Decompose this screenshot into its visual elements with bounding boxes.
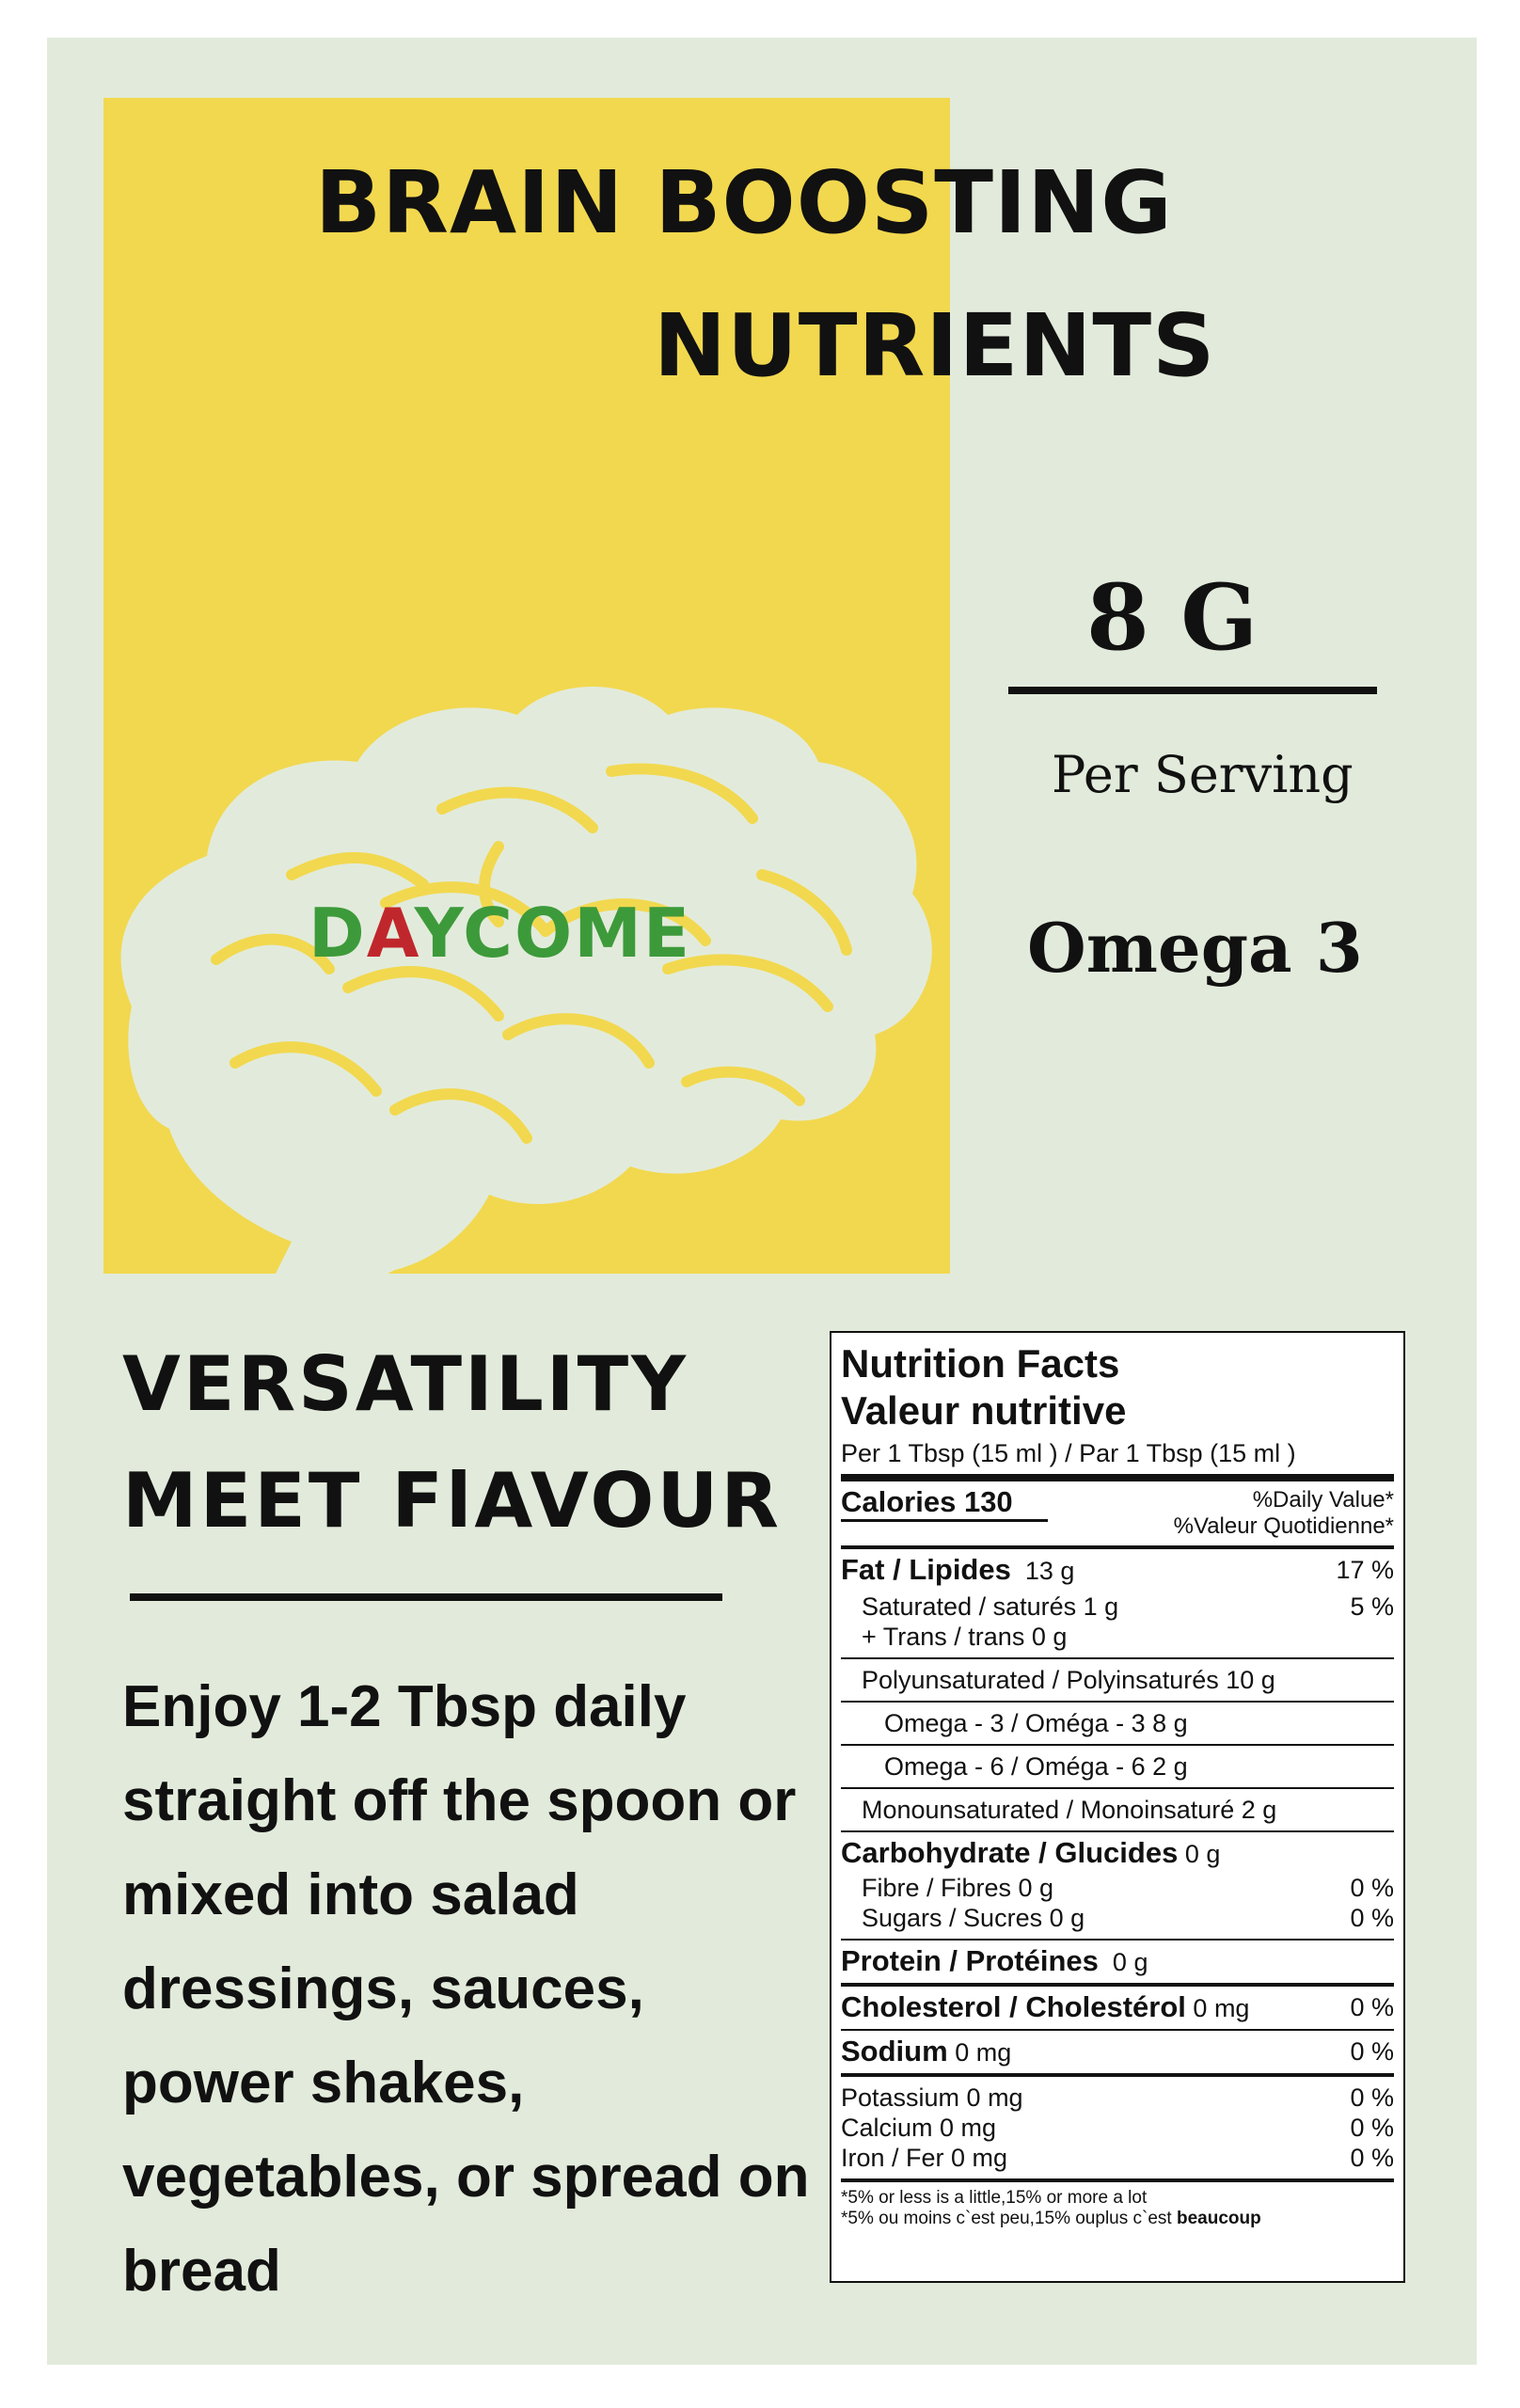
page-title [315,132,1256,418]
rule [841,2073,1394,2077]
fat-pct: 17 % [1336,1556,1394,1584]
thick-rule [841,1474,1394,1481]
potassium-label: Potassium 0 mg [841,2083,1023,2112]
rule [841,2178,1394,2182]
title-line-2: NUTRIENTS [654,295,1216,396]
versatility-line-2: MEET FlAVOUR [122,1457,782,1545]
nutrition-title-fr: Valeur nutritive [841,1388,1127,1433]
carb-row [841,1838,1394,1869]
calcium-label: Calcium 0 mg [841,2114,997,2142]
carb-amount: 0 g [1184,1840,1221,1868]
footnote-fr-bold: beaucoup [1176,2209,1261,2228]
fibre-row [841,1873,1394,1903]
nutrition-facts-table [830,1331,1405,2283]
potassium-row [841,2083,1394,2113]
omega3-label: Omega - 3 / Oméga - 3 8 g [884,1709,1188,1737]
footnote-fr-text: *5% ou moins c`est peu,15% ouplus c`est [841,2209,1172,2228]
fat-label: Fat / Lipides [841,1553,1011,1586]
iron-row [841,2143,1394,2173]
title-line-1: BRAIN BOOSTING [315,152,1173,253]
mono-label: Monounsaturated / Monoinsaturé 2 g [862,1796,1277,1824]
omega6-row [841,1751,1394,1782]
protein-amount: 0 g [1112,1948,1148,1976]
rule [841,1830,1394,1832]
calories-row [841,1487,1394,1540]
rule [841,1657,1394,1659]
protein-label: Protein / Protéines [841,1944,1099,1977]
saturated-pct: 5 % [1350,1592,1394,1621]
rule [841,1939,1394,1941]
sugars-row [841,1903,1394,1933]
logo-letter-d: D [309,894,367,973]
iron-pct: 0 % [1350,2144,1394,2172]
omega3-row [841,1708,1394,1738]
rule [841,1744,1394,1746]
fat-row [841,1555,1394,1586]
sugars-label: Sugars / Sucres 0 g [862,1904,1085,1932]
potassium-pct: 0 % [1350,2083,1394,2112]
serving-amount: 8 G [1086,564,1259,671]
carb-label: Carbohydrate / Glucides [841,1836,1179,1869]
cholesterol-amount: 0 mg [1193,1994,1250,2022]
trans-label: + Trans / trans 0 g [862,1623,1068,1651]
logo-letter-a: A [366,894,415,973]
logo-letter-e: E [642,894,692,973]
versatility-line-1: VERSATILITY [122,1340,689,1428]
cholesterol-label: Cholesterol / Cholestérol [841,1990,1186,2023]
logo-letters: YCOM [414,894,643,973]
poly-row [841,1665,1394,1695]
iron-label: Iron / Fer 0 mg [841,2144,1008,2172]
footnote-en: *5% or less is a little,15% or more a lot [841,2188,1148,2208]
nutrition-title-en: Nutrition Facts [841,1341,1120,1386]
sodium-row [841,2036,1394,2067]
nutrient-label: Omega 3 [1027,908,1363,988]
rule [841,1701,1394,1703]
footnote-fr [841,2209,1394,2229]
rule [841,2029,1394,2031]
per-serving-label: Per Serving [1052,745,1354,804]
omega6-label: Omega - 6 / Oméga - 6 2 g [884,1752,1188,1781]
mono-row [841,1795,1394,1825]
cholesterol-row [841,1992,1394,2023]
daily-value-en: %Daily Value* [1252,1487,1394,1513]
calcium-row [841,2113,1394,2143]
brand-logo [309,894,691,973]
daily-value-fr: %Valeur Quotidienne* [1173,1513,1394,1539]
calories-underline [841,1519,1048,1522]
sugars-pct: 0 % [1350,1904,1394,1932]
fat-amount: 13 g [1024,1557,1075,1585]
usage-text: Enjoy 1-2 Tbsp daily straight off the spoon or mixed into salad dressings, sauces, power shakes, vegetables, or spread on bread [122,1674,810,2304]
saturated-label: Saturated / saturés 1 g [862,1592,1119,1621]
sodium-label: Sodium [841,2035,948,2067]
fibre-label: Fibre / Fibres 0 g [862,1874,1054,1902]
sodium-amount: 0 mg [955,2038,1012,2067]
fibre-pct: 0 % [1350,1874,1394,1902]
poly-label: Polyunsaturated / Polyinsaturés 10 g [862,1666,1275,1694]
rule [841,1787,1394,1789]
cholesterol-pct: 0 % [1350,1993,1394,2021]
amount-divider [1008,687,1377,694]
versatility-heading [122,1326,782,1560]
calories-label: Calories 130 [841,1485,1013,1518]
calcium-pct: 0 % [1350,2114,1394,2142]
versatility-divider [130,1593,722,1601]
serving-size: Per 1 Tbsp (15 ml ) / Par 1 Tbsp (15 ml ) [841,1439,1296,1467]
sodium-pct: 0 % [1350,2037,1394,2066]
rule [841,1983,1394,1987]
protein-row [841,1946,1394,1977]
trans-row [841,1622,1394,1652]
saturated-row [841,1592,1394,1622]
rule [841,1545,1394,1549]
